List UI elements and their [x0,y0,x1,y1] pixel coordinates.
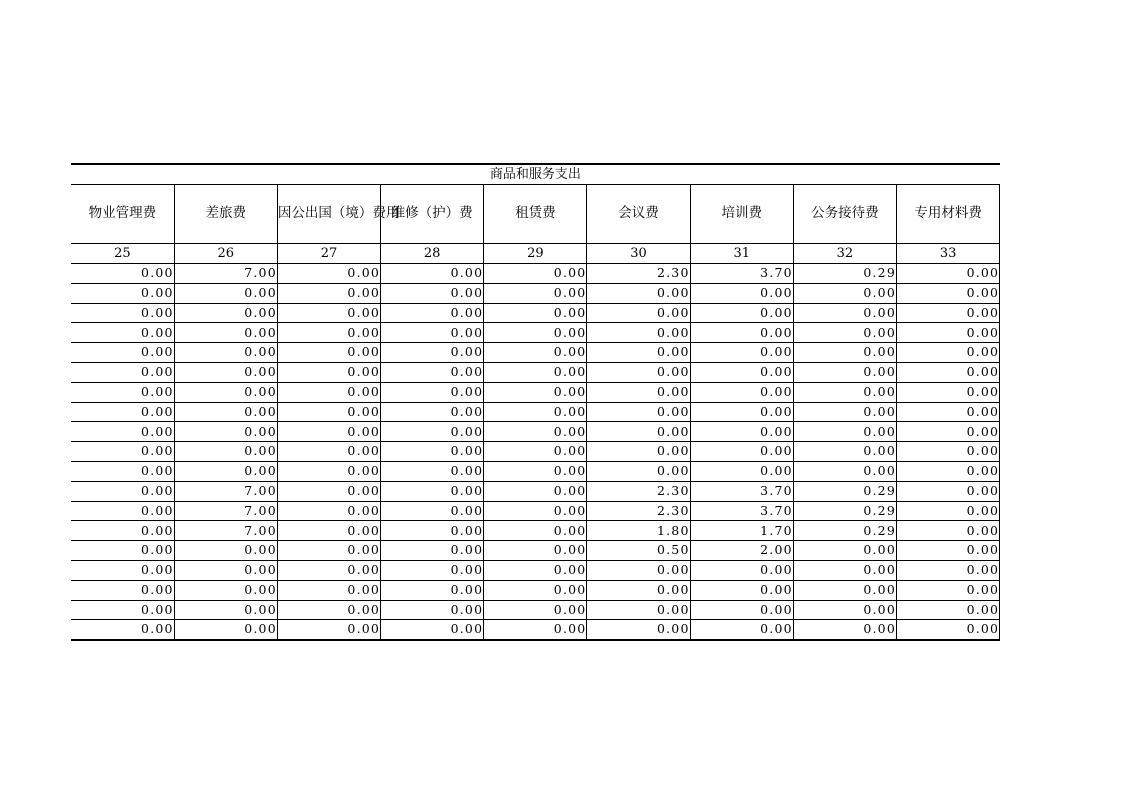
table-cell: 0.00 [587,402,690,422]
table-cell: 0.00 [897,580,1000,600]
table-cell: 0.00 [484,303,587,323]
table-cell: 0.00 [587,442,690,462]
table-cell: 3.70 [690,501,793,521]
table-cell: 3.70 [690,264,793,284]
table-cell: 0.00 [484,402,587,422]
table-cell: 0.00 [897,560,1000,580]
table-cell: 0.00 [484,541,587,561]
table-cell: 0.00 [793,323,896,343]
table-cell: 0.00 [277,521,380,541]
table-cell: 0.00 [277,402,380,422]
table-cell: 0.00 [71,501,174,521]
table-cell: 0.00 [381,442,484,462]
table-cell: 0.00 [174,461,277,481]
column-index: 31 [690,244,793,264]
table-cell: 0.00 [381,560,484,580]
table-row [71,343,1000,363]
table-cell: 0.00 [174,362,277,382]
table-cell: 0.00 [484,343,587,363]
table-row [71,362,1000,382]
table-cell: 0.00 [484,323,587,343]
table-cell: 0.00 [277,323,380,343]
table-cell: 0.00 [897,501,1000,521]
table-cell: 0.00 [174,402,277,422]
table-cell: 0.00 [174,283,277,303]
table-cell: 0.00 [381,461,484,481]
table-cell: 0.00 [381,343,484,363]
table-cell: 0.00 [381,402,484,422]
table-cell: 0.00 [587,560,690,580]
table-cell: 0.00 [174,323,277,343]
table-cell: 0.00 [381,541,484,561]
table-cell: 0.00 [71,303,174,323]
table-title: 商品和服务支出 [71,164,1000,185]
table-row [71,402,1000,422]
table-cell: 0.00 [690,382,793,402]
column-header: 因公出国（境）费用 [277,185,380,244]
table-cell: 2.30 [587,501,690,521]
table-cell: 0.00 [690,580,793,600]
table-cell: 0.00 [174,580,277,600]
table-cell: 0.00 [484,362,587,382]
column-header: 维修（护）费 [381,185,484,244]
table-cell: 0.00 [174,600,277,620]
table-cell: 0.00 [71,560,174,580]
table-cell: 0.00 [587,580,690,600]
table-cell: 0.00 [484,620,587,640]
table-row [71,323,1000,343]
table-cell: 0.00 [793,402,896,422]
table-cell: 0.00 [897,382,1000,402]
table-cell: 0.29 [793,521,896,541]
column-index: 28 [381,244,484,264]
column-header: 租赁费 [484,185,587,244]
table-cell: 0.00 [897,264,1000,284]
table-cell: 0.00 [897,521,1000,541]
table-cell: 0.29 [793,481,896,501]
table-cell: 0.00 [793,620,896,640]
table-cell: 2.00 [690,541,793,561]
table-cell: 0.00 [897,442,1000,462]
column-index-row [71,244,1000,264]
column-index: 25 [71,244,174,264]
column-header: 专用材料费 [897,185,1000,244]
table-cell: 0.00 [690,620,793,640]
table-cell: 0.00 [793,303,896,323]
table-row [71,620,1000,640]
table-title-row [71,164,1000,185]
table-row [71,422,1000,442]
table-cell: 0.00 [587,620,690,640]
column-index: 30 [587,244,690,264]
table-cell: 0.00 [484,264,587,284]
table-cell: 0.00 [277,620,380,640]
table-cell: 0.00 [277,461,380,481]
table-cell: 0.00 [277,580,380,600]
column-header: 物业管理费 [71,185,174,244]
table-cell: 0.00 [793,362,896,382]
table-cell: 0.00 [277,541,380,561]
table-cell: 0.00 [277,560,380,580]
table-cell: 0.00 [484,560,587,580]
table-row [71,560,1000,580]
column-header-row [71,185,1000,244]
table-cell: 0.00 [793,541,896,561]
table-cell: 0.29 [793,501,896,521]
table-cell: 0.00 [484,501,587,521]
table-row [71,461,1000,481]
table-cell: 0.00 [381,362,484,382]
table-cell: 0.00 [277,343,380,363]
table-cell: 2.30 [587,264,690,284]
table-cell: 0.00 [484,283,587,303]
table-cell: 0.00 [793,461,896,481]
table-cell: 0.00 [587,343,690,363]
table-cell: 0.00 [793,580,896,600]
table-cell: 0.00 [277,303,380,323]
table-cell: 0.00 [690,283,793,303]
table-cell: 0.00 [690,422,793,442]
table-cell: 0.00 [381,481,484,501]
table-cell: 0.00 [690,343,793,363]
table-body [71,164,1000,640]
table-cell: 0.00 [277,362,380,382]
table-cell: 0.00 [587,461,690,481]
table-cell: 0.00 [174,382,277,402]
table-cell: 0.00 [897,422,1000,442]
table-cell: 0.00 [897,620,1000,640]
table-cell: 0.00 [793,343,896,363]
table-cell: 0.00 [174,303,277,323]
table-row [71,382,1000,402]
table-cell: 0.00 [277,600,380,620]
table-row [71,264,1000,284]
table-cell: 0.00 [484,422,587,442]
table-cell: 0.00 [690,362,793,382]
table-cell: 0.00 [897,402,1000,422]
table-cell: 0.00 [174,422,277,442]
column-header: 差旅费 [174,185,277,244]
table-cell: 0.00 [71,521,174,541]
table-cell: 0.00 [381,620,484,640]
table-cell: 0.00 [381,303,484,323]
table-cell: 0.00 [71,481,174,501]
expenditure-table [71,163,1000,641]
table-cell: 0.00 [793,600,896,620]
table-row [71,580,1000,600]
table-cell: 0.29 [793,264,896,284]
table-cell: 1.70 [690,521,793,541]
table-cell: 0.00 [277,501,380,521]
table-cell: 0.00 [71,461,174,481]
table-cell: 0.00 [587,600,690,620]
table-cell: 7.00 [174,264,277,284]
table-cell: 3.70 [690,481,793,501]
table-cell: 0.00 [587,362,690,382]
table-cell: 0.00 [793,422,896,442]
table-cell: 0.00 [277,422,380,442]
table-cell: 0.00 [690,402,793,422]
table-cell: 0.00 [71,283,174,303]
table-cell: 0.00 [587,422,690,442]
table-cell: 0.00 [690,323,793,343]
table-cell: 0.00 [381,600,484,620]
table-cell: 0.00 [71,600,174,620]
table-cell: 0.00 [897,461,1000,481]
table-cell: 0.00 [71,402,174,422]
table-cell: 0.00 [277,283,380,303]
table-cell: 0.00 [793,283,896,303]
table-cell: 0.00 [381,264,484,284]
table-cell: 0.00 [277,382,380,402]
column-index: 29 [484,244,587,264]
table-cell: 0.00 [71,442,174,462]
table-cell: 0.00 [174,620,277,640]
table-cell: 0.00 [897,303,1000,323]
table-cell: 0.00 [690,461,793,481]
table-cell: 0.00 [174,541,277,561]
table-cell: 0.00 [690,442,793,462]
table-cell: 0.00 [71,620,174,640]
table-cell: 0.00 [690,303,793,323]
table-cell: 0.00 [793,560,896,580]
table-cell: 0.00 [71,541,174,561]
table-cell: 0.00 [897,283,1000,303]
table-cell: 0.00 [484,461,587,481]
table-cell: 0.00 [381,382,484,402]
table-row [71,481,1000,501]
table-cell: 0.00 [381,501,484,521]
table-cell: 0.00 [793,382,896,402]
table-row [71,541,1000,561]
table-row [71,303,1000,323]
table-cell: 7.00 [174,521,277,541]
column-header: 会议费 [587,185,690,244]
table-cell: 0.00 [587,283,690,303]
table-cell: 0.00 [71,422,174,442]
table-cell: 7.00 [174,481,277,501]
column-index: 26 [174,244,277,264]
table-cell: 0.00 [587,303,690,323]
table-cell: 0.00 [897,343,1000,363]
table-cell: 7.00 [174,501,277,521]
table-cell: 0.00 [174,343,277,363]
table-cell: 0.00 [381,283,484,303]
table-cell: 0.00 [381,521,484,541]
column-header: 公务接待费 [793,185,896,244]
table-cell: 0.00 [484,382,587,402]
table-row [71,521,1000,541]
table-row [71,283,1000,303]
table-cell: 0.00 [793,442,896,462]
table-cell: 1.80 [587,521,690,541]
table-cell: 0.00 [71,323,174,343]
table-cell: 0.00 [381,580,484,600]
table-cell: 0.00 [484,442,587,462]
table-cell: 0.50 [587,541,690,561]
table-cell: 0.00 [71,343,174,363]
table-cell: 0.00 [71,580,174,600]
table-cell: 0.00 [277,481,380,501]
table-cell: 0.00 [587,382,690,402]
table-cell: 0.00 [484,481,587,501]
table-cell: 0.00 [174,442,277,462]
table-cell: 0.00 [277,264,380,284]
table-cell: 0.00 [71,382,174,402]
table-cell: 0.00 [690,600,793,620]
table-cell: 0.00 [897,600,1000,620]
table-cell: 0.00 [897,362,1000,382]
table-cell: 0.00 [71,264,174,284]
column-header: 培训费 [690,185,793,244]
table-cell: 0.00 [277,442,380,462]
table-cell: 0.00 [484,580,587,600]
table-cell: 0.00 [174,560,277,580]
table-row [71,600,1000,620]
table-cell: 0.00 [71,362,174,382]
column-index: 27 [277,244,380,264]
table-cell: 0.00 [587,323,690,343]
table-row [71,501,1000,521]
table-cell: 0.00 [897,541,1000,561]
column-index: 33 [897,244,1000,264]
table-cell: 0.00 [897,323,1000,343]
table-cell: 2.30 [587,481,690,501]
table-cell: 0.00 [381,323,484,343]
table-cell: 0.00 [484,521,587,541]
table-row [71,442,1000,462]
table-cell: 0.00 [897,481,1000,501]
column-index: 32 [793,244,896,264]
table-cell: 0.00 [484,600,587,620]
table-cell: 0.00 [381,422,484,442]
table-cell: 0.00 [690,560,793,580]
